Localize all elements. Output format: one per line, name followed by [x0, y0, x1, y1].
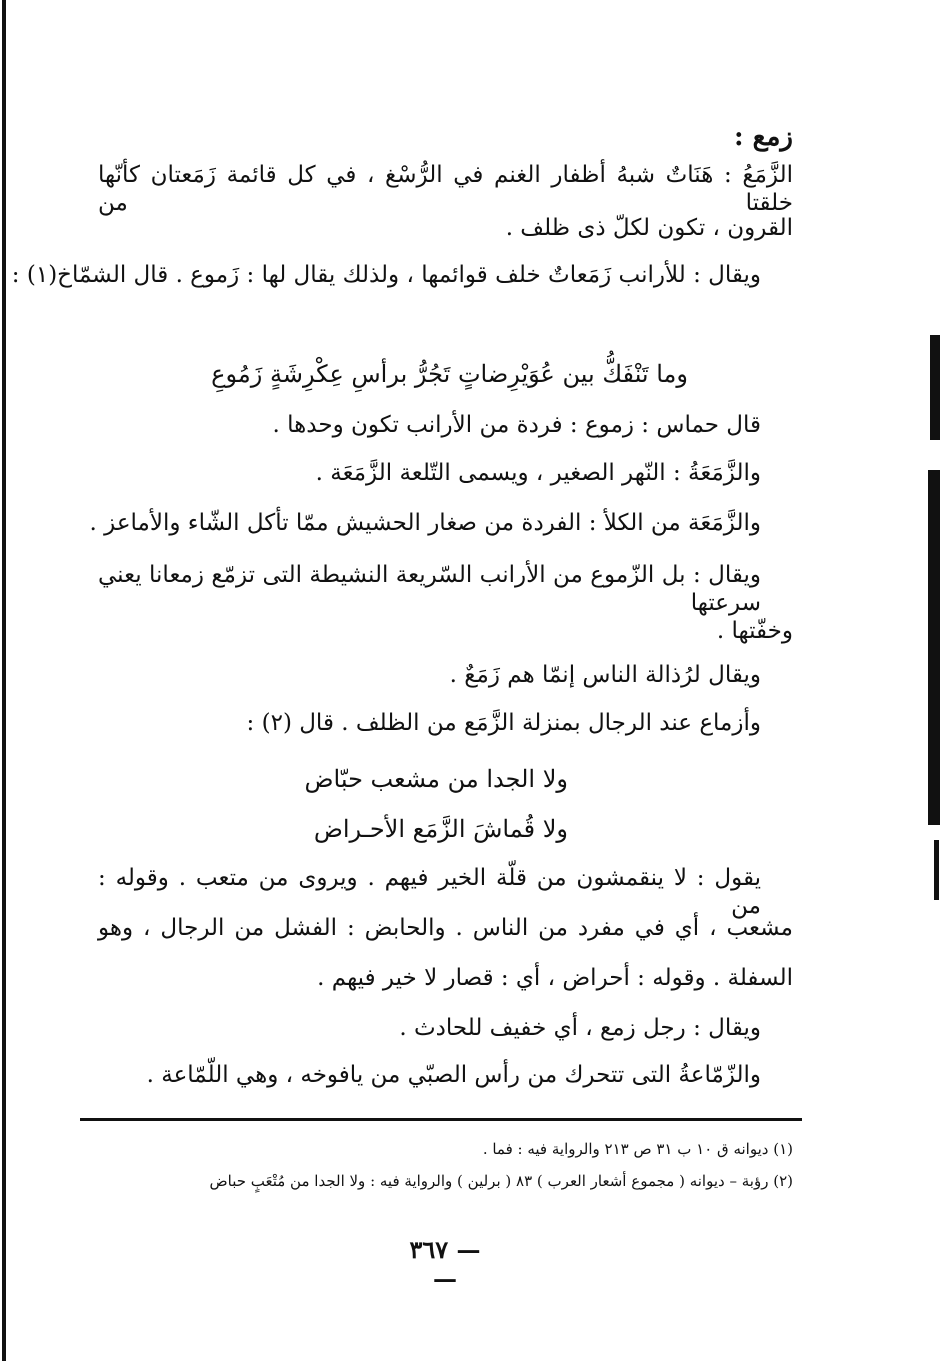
text-line: ويقال : للأرانب زَمَعاتٌ خلف قوائمها ، ولذلك يقال لها : زَموع . قال الشمّاخ(١) :: [11, 262, 761, 288]
page-edge-line: [2, 0, 6, 1361]
text-line: قال حماس : زموع : فردة من الأرانب تكون وحدها .: [272, 412, 761, 438]
text-line: ويقال : بل الزّموع من الأرانب السّريعة النشيطة التى تزمّع زمعانا يعني سرعتها: [98, 562, 761, 616]
footnote-rule: [80, 1118, 802, 1121]
text-line: يقول : لا ينقمشون من قلّة الخير فيهم . ويروى من متعب . وقوله : من: [98, 865, 761, 919]
text-line: والزَّمَعَة من الكلأ : الفردة من صغار الحشيش ممّا تأكل الشّاء والأماعز .: [89, 510, 761, 536]
text-line: وخفّتها .: [716, 618, 793, 644]
footnote: (١) ديوانه ق ١٠ ب ٣١ ص ٢١٣ والرواية فيه : فما .: [482, 1140, 793, 1158]
text-line: السفلة . وقوله : أحراض ، أي : قصار لا خير فيهم .: [317, 965, 793, 991]
binding-shadow: [928, 470, 940, 825]
verse-line: ولا قُماشَ الزَّمَع الأحـراض: [313, 815, 568, 843]
page-number: — ٣٦٧ —: [409, 1235, 481, 1293]
text-line: والزَّمَعَةُ : النّهر الصغير ، ويسمى التّلعة الزَّمَعَة .: [315, 460, 761, 486]
text-line: ويقال : رجل زمع ، أي خفيف للحادث .: [399, 1015, 761, 1041]
text-line: مشعب ، أي في مفرد من الناس . والحابض : الفشل من الرجال ، وهو: [98, 915, 793, 941]
verse-line: وما تَنْفَكُّ بين عُوَيْرِضاتٍ تَجُرُّ برأسِ عِكْرِشَةٍ زَمُوعِ: [211, 360, 688, 388]
text-line: والزّمّاعةُ التى تتحرك من رأس الصبّي من يافوخه ، وهي اللّمّاعة .: [146, 1062, 761, 1088]
text-line: ويقال لرُذالة الناس إنمّا هم زَمَعٌ .: [449, 662, 761, 688]
binding-shadow: [930, 335, 940, 440]
binding-shadow: [934, 840, 939, 900]
footnote: (٢) رؤبة – ديوانه ( مجموع أشعار العرب ) ٨٣ ( برلين ) والرواية فيه : ولا الجدا من مُتْعَبٍ حباض: [209, 1172, 793, 1190]
text-line: الزَّمَعُ : هَنَاتٌ شبهُ أظفار الغنم في الرُّسْغ ، في كل قائمة زَمَعتان كأنّها خلقتا من: [98, 162, 793, 216]
entry-heading: زمع :: [734, 122, 793, 152]
verse-line: ولا الجدا من مشعب حبّاض: [304, 765, 568, 793]
text-line: القرون ، تكون لكلّ ذى ظلف .: [505, 215, 793, 241]
text-line: وأزماع عند الرجال بمنزلة الزَّمَع من الظلف . قال (٢) :: [246, 710, 761, 736]
